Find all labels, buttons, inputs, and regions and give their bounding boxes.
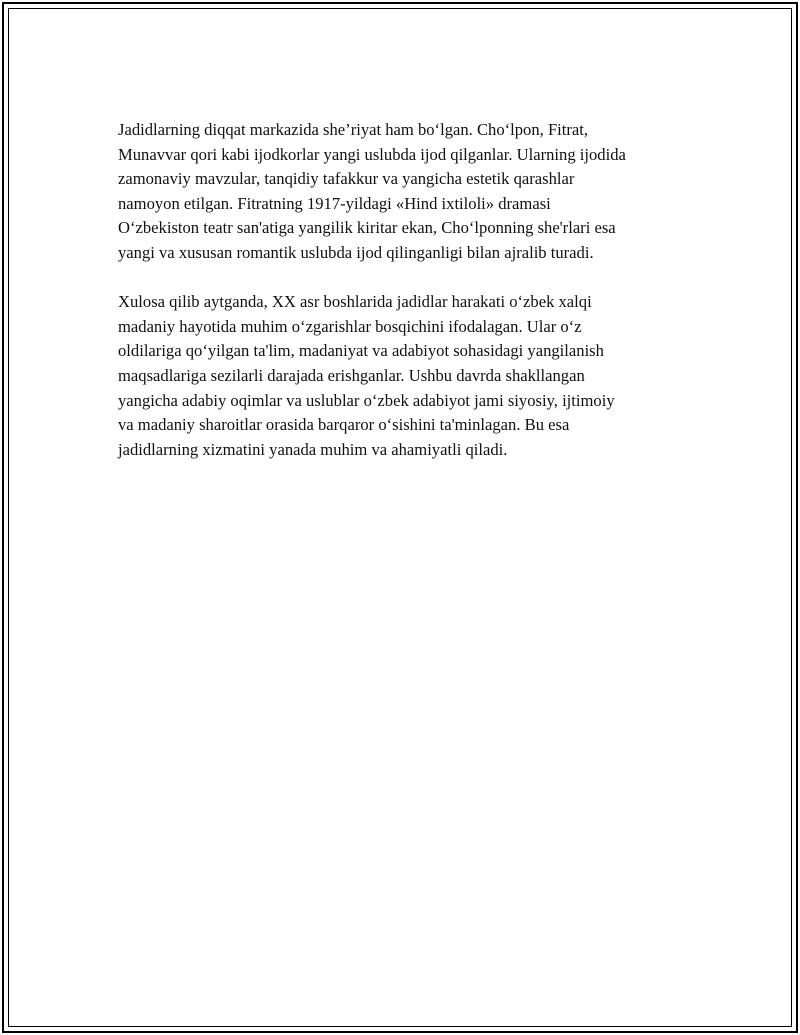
text-line: Jadidlarning diqqat markazida she’riyat ham bo‘lgan. Cho‘lpon, Fitrat, bbox=[118, 120, 589, 139]
text-line: zamonaviy mavzular, tanqidiy tafakkur va yangicha estetik qarashlar bbox=[118, 169, 575, 189]
text-line: yangi va xususan romantik uslubda ijod qilinganligi bilan ajralib turadi. bbox=[118, 242, 594, 262]
text-line: Xulosa qilib aytganda, XX asr boshlarida jadidlar harakati o‘zbek xalqi bbox=[118, 292, 592, 312]
text-line: jadidlarning xizmatini yanada muhim va ahamiyatli qiladi. bbox=[118, 439, 508, 459]
text-line: madaniy hayotida muhim o‘zgarishlar bosqichini ifodalagan. Ular o‘z bbox=[118, 316, 582, 336]
text-line: va madaniy sharoitlar orasida barqaror o‘sishini ta'minlagan. Bu esa bbox=[118, 415, 570, 435]
text-line: Munavvar qori kabi ijodkorlar yangi uslubda ijod qilganlar. Ularning ijodida bbox=[118, 144, 626, 164]
paragraph-conclusion bbox=[118, 290, 684, 462]
text-line: O‘zbekiston teatr san'atiga yangilik kiritar ekan, Cho‘lponning she'rlari esa bbox=[118, 218, 616, 238]
paragraph-jadid-poetry bbox=[118, 118, 684, 266]
text-line: oldilariga qo‘yilgan ta'lim, madaniyat va adabiyot sohasidagi yangilanish bbox=[118, 341, 604, 361]
text-line: maqsadlariga sezilarli darajada erishganlar. Ushbu davrda shakllangan bbox=[118, 365, 585, 385]
text-line: yangicha adabiy oqimlar va uslublar o‘zbek adabiyot jami siyosiy, ijtimoiy bbox=[118, 390, 615, 410]
document-body bbox=[118, 118, 684, 487]
text-line: namoyon etilgan. Fitratning 1917-yildagi «Hind ixtiloli» dramasi bbox=[118, 193, 551, 213]
